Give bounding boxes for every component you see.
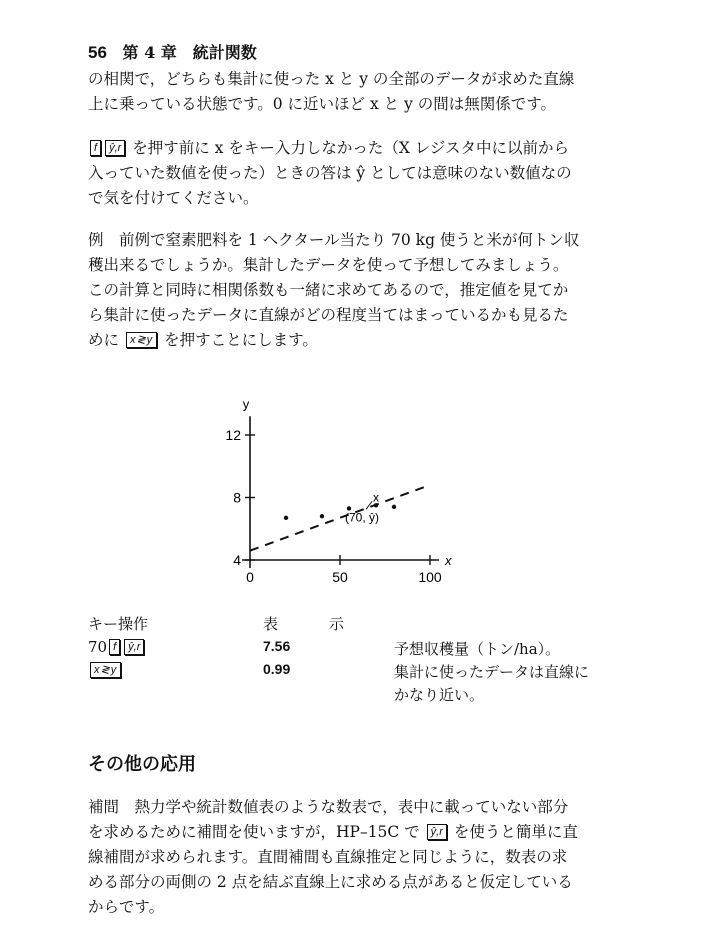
x-tick-label: 0: [246, 569, 254, 585]
text-line: 穫出来るでしょうか。集計したデータを使って予想してみましょう。: [88, 256, 569, 274]
estimate-leader: [366, 501, 372, 509]
text-line: 入っていた数値を使った）ときの答は ŷ としては意味のない数値なの: [88, 164, 572, 182]
y-tick-label: 12: [225, 427, 241, 443]
text-line: を押す前に x をキー入力しなかった（X レジスタ中に以前から: [132, 139, 569, 157]
text-fragment: を押すことにします。: [164, 331, 318, 349]
key-f: f: [90, 140, 101, 156]
text-line: 線補間が求められます。直間補間も直線推定と同じように，数表の求: [88, 848, 568, 866]
key-f: f: [109, 639, 120, 655]
display-value: 0.99: [263, 661, 291, 677]
display-value: 7.56: [263, 638, 291, 654]
regression-line: [250, 485, 430, 551]
paragraph-example: [88, 228, 628, 353]
estimate-label: (70, ŷ): [344, 510, 380, 525]
text-line: ら集計に使ったデータに直線がどの程度当てはまっているかも見るた: [88, 306, 569, 324]
key-yhat-r: ŷ,r: [427, 824, 447, 840]
key-yhat-r: ŷ,r: [124, 639, 144, 655]
note: [394, 661, 589, 707]
table-header-key: キー操作: [88, 615, 149, 633]
note-line: 集計に使ったデータは直線に: [394, 663, 590, 681]
x-tick-label: 50: [332, 569, 348, 585]
chapter-title: 第 4 章 統計関数: [122, 43, 257, 62]
estimate-marker: x: [373, 490, 379, 505]
text-line: 補間 熱力学や統計数値表のような数表で，表中に載っていない部分: [88, 798, 569, 816]
text-line: この計算と同時に相関係数も一緒に求めてあるので，推定値を見てか: [88, 281, 569, 299]
text-line: 上に乗っている状態です。0 に近いほど x と y の間は無関係です。: [88, 95, 557, 113]
y-tick-label: 4: [233, 552, 241, 568]
text-line: からです。: [88, 898, 165, 916]
text-fragment: を使うと簡単に直: [453, 823, 578, 841]
key-x-swap-y: x≷y: [90, 662, 121, 678]
note-line: かなり近い。: [394, 686, 485, 704]
table-row-keys: [88, 638, 146, 656]
x-tick-label: 100: [418, 569, 442, 585]
data-point: [392, 505, 396, 509]
y-tick-label: 8: [233, 489, 241, 506]
note: 予想収穫量（トン/ha）。: [394, 640, 561, 658]
x-axis-label: x: [445, 553, 452, 568]
key-yhat-r: ŷ,r: [105, 140, 125, 156]
text-line: の相関で，どちらも集計に使った x と y の全部のデータが求めた直線: [88, 70, 575, 88]
text-line: める部分の両側の 2 点を結ぶ直線上に求める点があると仮定している: [88, 873, 573, 891]
paragraph-interpolation: [88, 795, 628, 920]
data-point: [284, 516, 288, 520]
page-header: [88, 40, 257, 63]
chart-axes: [225, 396, 452, 585]
text-fragment: を求めるために補間を使いますが，HP–15C で: [88, 823, 420, 841]
prefix-number: 70: [88, 638, 108, 656]
key-x-swap-y: x≷y: [126, 332, 157, 348]
paragraph-warning: [88, 136, 628, 211]
text-line: 例 前例で窒素肥料を 1 ヘクタール当たり 70 kg 使うと米が何トン収: [88, 231, 580, 249]
paragraph-correlation: [88, 67, 628, 117]
page-number: 56: [88, 43, 107, 62]
text-line: で気を付けてください。: [88, 189, 259, 207]
y-axis-label: y: [242, 396, 250, 412]
table-row-keys: [88, 661, 123, 679]
regression-chart: [210, 385, 480, 595]
data-point: [320, 514, 324, 518]
section-title: その他の応用: [88, 754, 196, 775]
chart-marks: [250, 485, 430, 551]
text-fragment: めに: [88, 331, 120, 349]
table-header-display: 表 示: [263, 615, 363, 633]
